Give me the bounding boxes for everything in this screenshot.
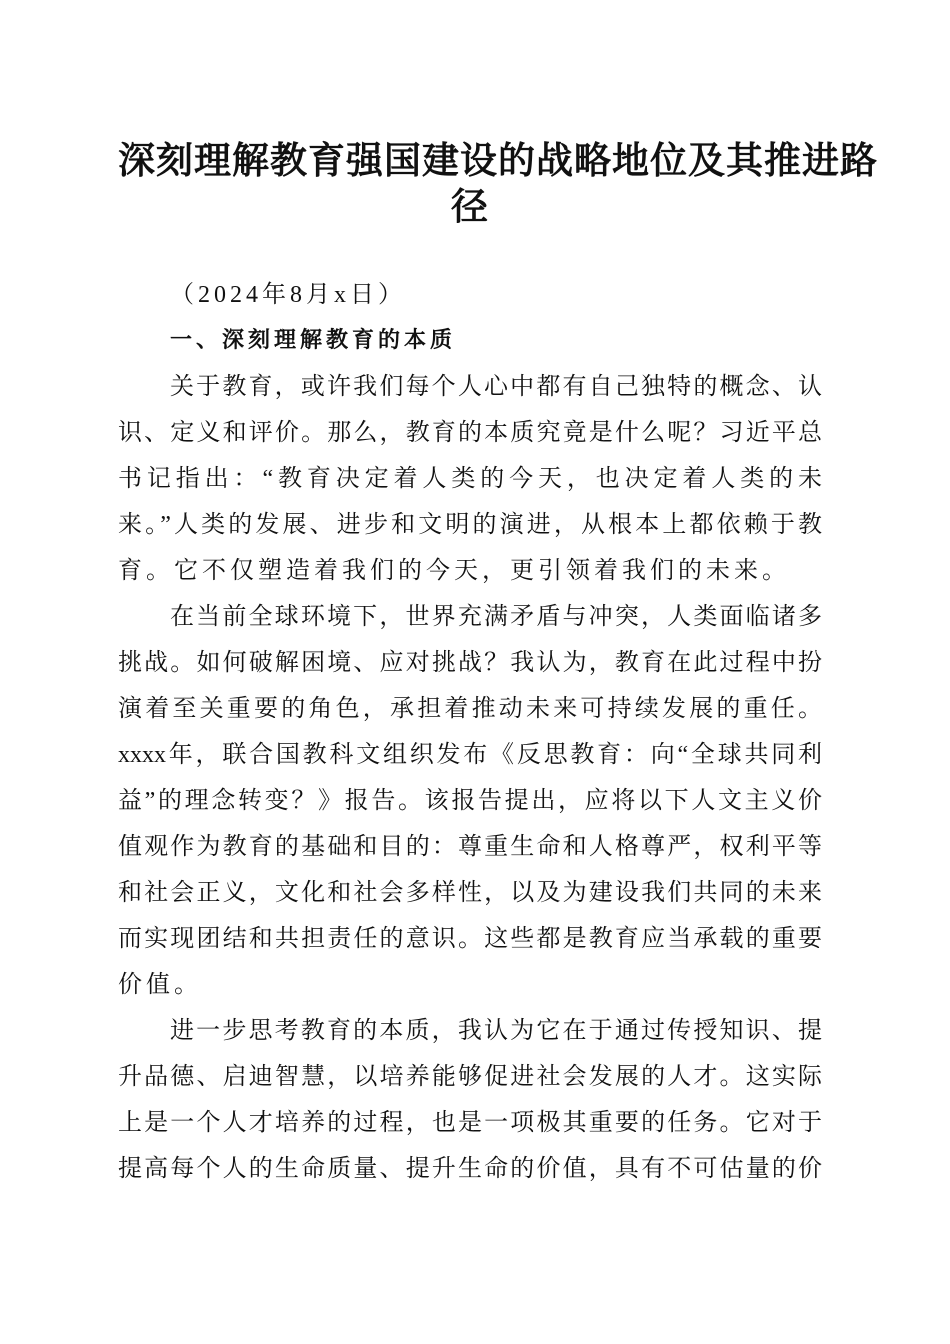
- paragraph-line: 挑战。如何破解困境、应对挑战？我认为，教育在此过程中扮: [118, 650, 822, 676]
- title-line: 径: [451, 184, 489, 228]
- paragraph-line: 值观作为教育的基础和目的：尊重生命和人格尊严，权利平等: [118, 834, 822, 860]
- paragraph-line: 育。它不仅塑造着我们的今天，更引领着我们的未来。: [118, 558, 790, 584]
- paragraph-line: 提高每个人的生命质量、提升生命的价值，具有不可估量的价: [118, 1156, 822, 1182]
- document-date: （2024年8月x日）: [170, 282, 406, 308]
- paragraph-line: 而实现团结和共担责任的意识。这些都是教育应当承载的重要: [118, 926, 822, 952]
- title-line: 深刻理解教育强国建设的战略地位及其推进路: [118, 138, 878, 182]
- document-title: [118, 137, 878, 229]
- paragraph: [118, 364, 822, 594]
- paragraph: [118, 1008, 822, 1192]
- paragraph-line: 在当前全球环境下，世界充满矛盾与冲突，人类面临诸多: [170, 604, 822, 630]
- paragraph-line: 和社会正义，文化和社会多样性，以及为建设我们共同的未来: [118, 880, 822, 906]
- paragraph-line: xxxx年，联合国教科文组织发布《反思教育：向“全球共同利: [118, 742, 822, 768]
- section-heading: 一、深刻理解教育的本质: [170, 328, 457, 353]
- paragraph-line: 升品德、启迪智慧，以培养能够促进社会发展的人才。这实际: [118, 1064, 822, 1090]
- paragraph-line: 进一步思考教育的本质，我认为它在于通过传授知识、提: [170, 1018, 822, 1044]
- paragraph-line: 演着至关重要的角色，承担着推动未来可持续发展的重任。: [118, 696, 822, 722]
- paragraph-line: 上是一个人才培养的过程，也是一项极其重要的任务。它对于: [118, 1110, 822, 1136]
- paragraph: [118, 594, 822, 1008]
- paragraph-line: 益”的理念转变？》报告。该报告提出，应将以下人文主义价: [118, 788, 822, 814]
- document-body: [118, 272, 822, 1192]
- paragraph-line: 关于教育，或许我们每个人心中都有自己独特的概念、认: [170, 374, 822, 400]
- paragraph-line: 书记指出：“教育决定着人类的今天，也决定着人类的未: [118, 466, 822, 492]
- paragraph-line: 来。”人类的发展、进步和文明的演进，从根本上都依赖于教: [118, 512, 822, 538]
- paragraph-line: 价值。: [118, 972, 202, 998]
- paragraph-line: 识、定义和评价。那么，教育的本质究竟是什么呢？习近平总: [118, 420, 822, 446]
